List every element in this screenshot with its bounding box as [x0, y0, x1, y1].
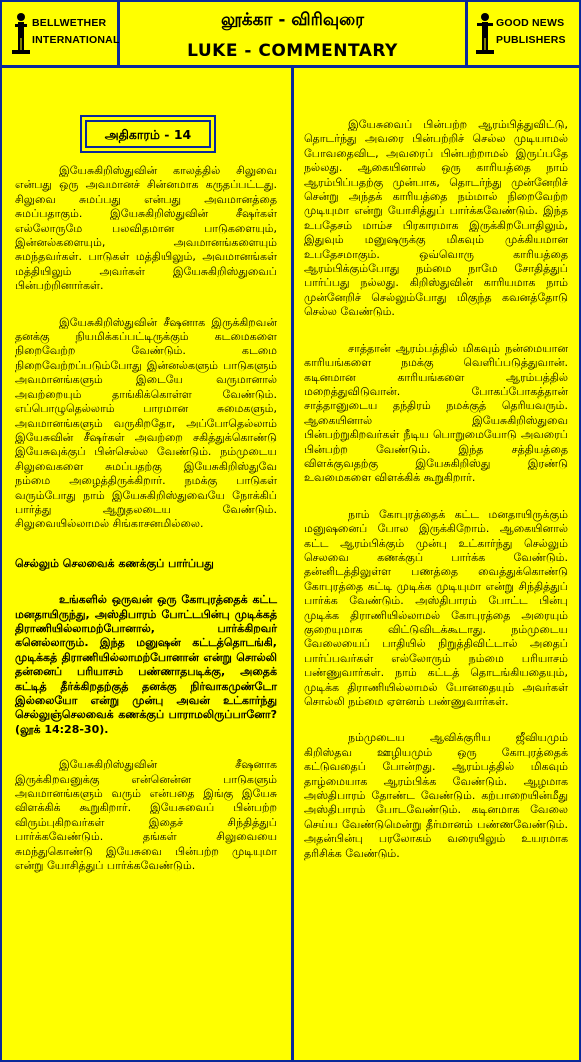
column-divider — [291, 68, 294, 1060]
figure-icon — [12, 12, 30, 54]
section-heading: செல்லும் செலவைக் கணக்குப் பார்ப்பது — [15, 556, 214, 570]
bellwether-line1: BELLWETHER — [32, 17, 107, 29]
left-column — [15, 68, 277, 873]
paragraph: இயேசுவைப் பின்பற்ற ஆரம்பித்துவிட்டு, தொடர்ந்து அவரை பின்பற்றிச் செல்ல முடியாமல் போவதைவிட, அவரைப் பின்பற்றாமல் இருப்பதே நல்லது. ஆகையினால் ஒரு காரியத்தை நாம் ஆரம்பிப்பதற்கு முன்பாக, தொடர்ந்து முன்னேறிச் சென்று அந்தக் காரியத்தை நம்மால் நிறைவேற்ற முடியுமா என்று யோசித்துப் பார்க்கவேண்டும். இந்த உபதேசம் மாம்ச பிரகாரமாக இருக்கிறபோதிலும், இதுவும் மனுஷருக்கு மிகவும் முக்கியமான உபதேசமாகும். ஒவ்வொரு காரியத்தை ஆரம்பிக்கும்போது நம்மை நாமே சோதித்துப் பார்ப்பது நல்லது. கிறிஸ்துவின் காரியமாக நாம் முன்னேறிச் செல்லும்போது மிகுந்த கவனத்தோடு செல்ல வேண்டும். — [304, 118, 568, 319]
bellwether-logo — [2, 2, 120, 65]
paragraph: இயேசுகிறிஸ்துவின் சீஷனாக இருக்கிறவன் தனக்கு நியமிக்கப்பட்டிருக்கும் கடமைகளை நிறைவேற்ற வேண்டும். கடமை நிறைவேற்றப்படும்போது இன்னல்களும் பாடுகளும் அவமானங்களும் இடையே வருமானால் அவற்றையும் தாங்கிக்கொள்ள வேண்டும். எப்பொழுதெல்லாம் பாரமான சுமைகளும், அவமானங்களும் வருகிறதோ, அப்போதெல்லாம் இயேசுவின் சீஷர்கள் அவற்றை சகித்துக்கொண்டு இயேசுவுக்குப் பின்செல்ல வேண்டும். நம்முடைய சிலுவைகளை சுமப்பதற்கு இயேசுகிறிஸ்துவே நம்மை அழைத்திருக்கிறார். நமக்கு பாடுகள் வரும்போது நாம் இயேசுகிறிஸ்துவையே நோக்கிப் பார்த்து ஆறுதலடைய வேண்டும். சிலுவையில்லாமல் சிங்காசனமில்லை. — [15, 315, 277, 531]
scripture-quote: உங்களில் ஒருவன் ஒரு கோபுரத்தைக் கட்ட மனதாயிருந்து, அஸ்திபாரம் போட்டபின்பு முடிக்கத் திராணியில்லாமற்போனால், பார்க்கிறவர் கனெல்லாரும். இந்த மனுஷன் கட்டத்தொடங்கி, முடிக்கத் திராணியில்லாமற்போனான் என்று சொல்லி தன்னைப் பரியாசம் பண்ணாதபடிக்கு, அதைக் கட்டித் தீர்க்கிறதற்குத் தனக்கு நிர்வாகமுண்டோ இல்லையோ என்று முன்பு அவன் உட்கார்ந்து செல்லுஞ்செலவைக் கணக்குப் பாராமலிருப்பானோ? (லூக் 14:28-30). — [15, 593, 277, 736]
chapter-label: அதிகாரம் - 14 — [85, 120, 211, 148]
paragraph: நாம் கோபுரத்தைக் கட்ட மனதாயிருக்கும் மனுஷனைப் போல இருக்கிறோம். ஆகையினால் கட்ட ஆரம்பிக்கும் முன்பு உட்கார்ந்து செல்லும் செலவை கணக்குப் பார்க்க வேண்டும். தன்னிடத்திலுள்ள பணத்தை வைத்துக்கொண்டு கோபுரத்தை கட்டி முடிக்க முடியுமா என்று சிந்தித்துப் பார்க்க வேண்டும். அஸ்திபாரம் போட்ட பின்பு முடிக்க திராணியில்லாமல் கோபுரத்தை அரையும் குறையுமாக விட்டுவிடக்கூடாது. நம்முடைய வேலையைப் பாதியில் நிறுத்திவிட்டால் அதைப் பார்ப்பவர்கள் எல்லோரும் நம்மை பரியாசம் பண்ணுவார்கள். நாம் கட்டத் தொடங்கியதையும், முடிக்க திராணியில்லாமல் போனதையும் அவர்கள் சொல்லி நம்மை ஏளனம் பண்ணுவார்கள். — [304, 507, 568, 709]
paragraph: சாத்தான் ஆரம்பத்தில் மிகவும் நன்மையான காரியங்களை நமக்கு வெளிப்படுத்துவான். கடினமான காரியங்களை ஆரம்பத்தில் மறைத்துவிடுவான். போகப்போகத்தான் சாத்தானுடைய தந்திரம் நமக்குத் தெரியவரும். ஆகையினால் இயேசுகிறிஸ்துவை பின்பற்றுகிறவர்கள் நீடிய பொறுமையோடு அவரைப் பின்பற்ற வேண்டும். இந்த சத்தியத்தை விளக்குவதற்கு இயேசுகிறிஸ்து இரண்டு உவமைகளை விளக்கிக் கூறுகிறார். — [304, 341, 568, 485]
figure-icon — [476, 12, 494, 54]
good-news-logo — [465, 2, 579, 65]
header — [2, 2, 579, 68]
paragraph: இயேசுகிறிஸ்துவின் சீஷனாக இருக்கிறவனுக்கு என்னென்ன பாடுகளும் அவமானங்களும் வரும் என்பதை இங்கு இயேசு விளக்கிக் கூறுகிறார். இயேசுவைப் பின்பற்ற விரும்புகிறவர்கள் இதைச் சிந்தித்துப் பார்க்கவேண்டும். தங்கள் சிலுவையை சுமந்துகொண்டு இயேசுவை பின்பற்ற முடியுமா என்று யோசித்துப் பார்க்கவேண்டும். — [15, 758, 277, 873]
paragraph: இயேசுகிறிஸ்துவின் காலத்தில் சிலுவை என்பது ஒரு அவமானச் சின்னமாக கருதப்பட்டது. சிலுவை சுமப்பது என்பது அவமானத்தை சுமப்பதாகும். இயேசுகிறிஸ்துவின் சீஷர்கள் எல்லோருமே பலவிதமான பாடுகளையும், இன்னல்களையும், அவமானங்களையும் சுமந்தவர்கள். பாடுகள் மத்தியிலும், அவமானங்கள் மத்தியிலும் அவர்கள் இயேசுகிறிஸ்துவைப் பின்பற்றினார்கள். — [15, 164, 277, 293]
good-news-line1: GOOD NEWS — [496, 17, 565, 29]
bellwether-logo-text — [32, 15, 120, 49]
page-title — [123, 2, 462, 65]
bellwether-line2: INTERNATIONAL — [32, 34, 120, 46]
title-english: LUKE - COMMENTARY — [187, 41, 398, 61]
title-tamil: லூக்கா - விரிவுரை — [220, 10, 365, 30]
good-news-line2: PUBLISHERS — [496, 34, 566, 46]
right-column — [304, 68, 568, 861]
good-news-logo-text — [496, 15, 566, 49]
paragraph: நம்முடைய ஆவிக்குரிய ஜீவியமும் கிறிஸ்தவ ஊழியமும் ஒரு கோபுரத்தைக் கட்டுவதைப் போன்றது. ஆரம்பத்தில் மிகவும் தாழ்மையாக ஆரம்பிக்க வேண்டும். ஆழமாக அஸ்திபாரம் தோண்ட வேண்டும். கற்பாறையின்மீது அஸ்திபாரம் போடவேண்டும். கடினமாக வேலை செய்ய வேண்டுமென்று தீர்மானம் பண்ணவேண்டும். அதன்பின்பு பரலோகம் வரையிலும் உயரமாக தரிசிக்க வேண்டும். — [304, 731, 568, 860]
